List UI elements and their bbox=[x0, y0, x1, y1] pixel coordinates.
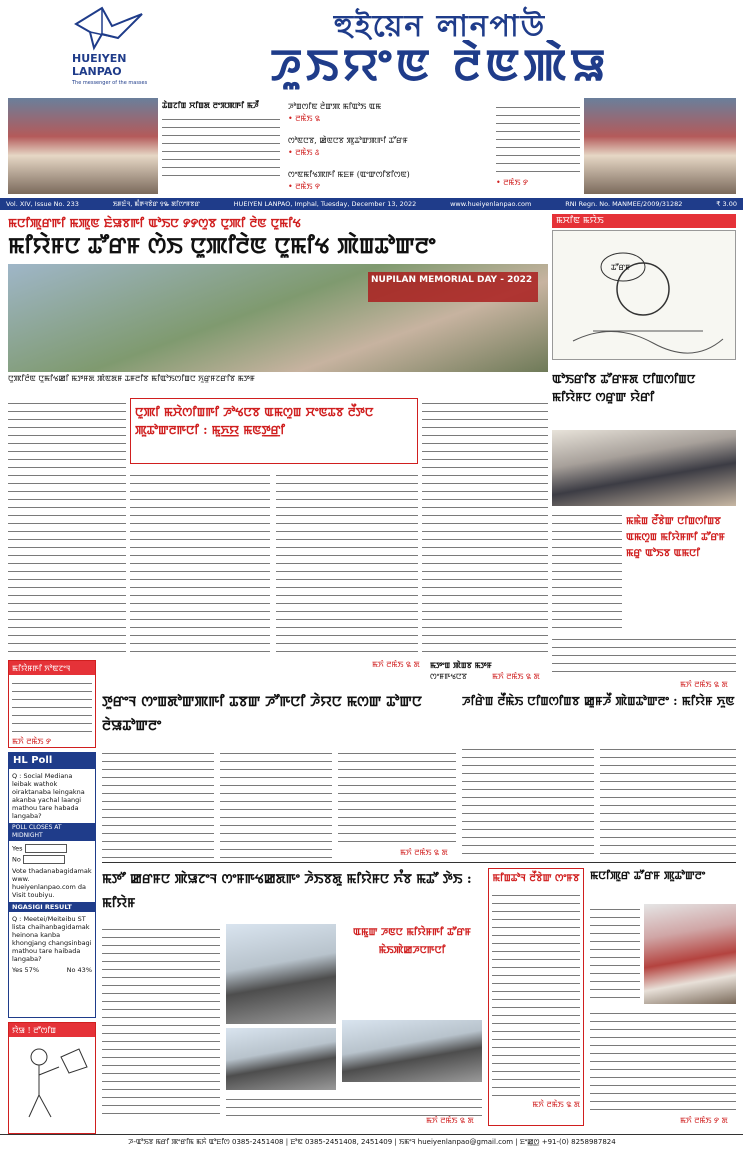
poll-vote-text[interactable]: Vote thadanabagidamak www. hueiyenlanpao.com da Visit toubiyu. bbox=[12, 867, 92, 899]
bottom-photo-statue1[interactable] bbox=[226, 924, 336, 1024]
local-date: ꯏꯝꯐꯥꯜ, ꯃꯪꯒꯜꯕꯥꯔ ꯱꯳ ꯗꯤꯁꯦꯝꯕꯔ bbox=[112, 200, 200, 208]
middle-body-col3 bbox=[338, 748, 456, 848]
bottom-middle-headline[interactable]: ꯃꯤꯡꯊꯣꯜ ꯂꯩꯕꯥꯛ ꯁꯦꯝꯕ bbox=[492, 873, 580, 884]
rni-number: RNI Regn. No. MANMEE/2009/31282 bbox=[565, 200, 683, 208]
sidebar-box1 bbox=[8, 660, 96, 748]
teaser-center-1-page: • ꯂꯃꯥꯏ ꯲ bbox=[288, 114, 321, 123]
left-cartoon-title: ꯌꯥꯎ ! ꯂꯧꯁꯤꯡ bbox=[9, 1023, 95, 1037]
title-bengali: হুইয়েন লানপাউ bbox=[333, 9, 547, 40]
right-middle-col1 bbox=[462, 744, 594, 858]
poll-result-question: Q : Meetei/Meiteibu ST lista chaihanbagidamak heinona kanba khongjang changsinbagi mathou tare haibada langaba? bbox=[12, 915, 92, 963]
bottom-right-photo[interactable] bbox=[644, 904, 736, 1004]
teaser-right-page: • ꯂꯃꯥꯏ ꯸ bbox=[496, 178, 529, 187]
teaser-left-body bbox=[162, 114, 280, 176]
cartoon-drawing-icon bbox=[553, 231, 735, 357]
cartoon-body bbox=[552, 366, 736, 368]
poll-question: Q : Social Mediana leibak wathok oiraktanaba leingakna akanba yachal laangi mathou tare habada langaba? bbox=[12, 772, 85, 820]
lead-kicker: ꯃꯅꯤꯄꯨꯔꯒꯤ ꯃꯄꯨꯟ ꯐꯥꯎꯕꯒꯤ ꯑꯣꯏꯅ ꯸꯸ꯁꯨꯕ ꯅꯨꯄꯤ ꯂꯥꯟ ꯅꯨꯃꯤꯠ bbox=[8, 216, 301, 230]
footer-text: ꯍ-ꯑꯣꯏꯕ ꯃꯔꯤ ꯄꯦꯔꯤꯃ ꯃꯈꯥ ꯑꯣꯐꯤꯁ 0385-2451408 | ꯐꯣꯟ 0385-2451408, 2451409 | ꯏꯃꯦꯜ hueiyenlanpao@gmail.com | ꯐꯦꯀ꯭ꯁ +91-(0) 8258987824 bbox=[128, 1138, 616, 1146]
teaser-center-1[interactable]: ꯍꯣꯡꯁꯤꯟ ꯂꯥꯛꯄ ꯃꯤꯑꯣꯏ ꯑꯃ • ꯂꯃꯥꯏ ꯲ bbox=[288, 102, 382, 123]
cartoon-label: ꯃꯆꯤꯟ ꯃꯌꯥꯏ bbox=[552, 214, 736, 228]
poll-options bbox=[9, 841, 95, 867]
teaser-center bbox=[288, 100, 488, 194]
editorial-block bbox=[8, 654, 96, 660]
bottom-right-body bbox=[590, 1008, 736, 1116]
bottom-middle-body bbox=[492, 890, 580, 1100]
bottom-left-col1 bbox=[102, 924, 220, 1120]
right-story-callout: ꯃꯃꯥꯡ ꯂꯩꯕꯥꯛ ꯅꯤꯡꯁꯤꯡꯕ ꯑꯃꯁꯨꯡ ꯃꯤꯌꯥꯝꯒꯤ ꯊꯧꯔꯝ ꯃꯔꯨ ꯑꯣꯏꯕ ꯑꯃꯅꯤ bbox=[626, 516, 725, 559]
bottom-left-headline[interactable]: ꯃꯇꯧ ꯀꯔꯝꯅ ꯄꯥꯎꯖꯦꯜ ꯁꯦꯝꯒꯠꯀꯗꯒꯦ ꯍꯥꯏꯕꯗꯨ ꯃꯤꯌꯥꯝꯅ ꯈꯪꯕ ꯃꯊꯧ ꯇꯥꯏ : ꯃꯤꯌꯥꯝ bbox=[102, 872, 472, 911]
bottom-right-more[interactable]: ꯃꯈꯥ ꯂꯃꯥꯏ ꯸ ꯗ bbox=[680, 1116, 728, 1125]
logo-text: HUEIYEN LANPAO bbox=[72, 52, 127, 78]
poll-result-yes: Yes 57% bbox=[12, 966, 40, 974]
bottom-middle-box bbox=[488, 868, 584, 1126]
cartoon-continue[interactable]: ꯃꯈꯥ ꯂꯃꯥꯏ ꯲ ꯗ bbox=[372, 660, 420, 669]
poll-result-values bbox=[9, 966, 95, 974]
poll-yes-option[interactable]: Yes bbox=[12, 844, 92, 853]
bottom-right-col-left bbox=[590, 904, 640, 1004]
poll-result-title: NGASIGI RESULT bbox=[9, 902, 95, 912]
sidebar-box1-more[interactable]: ꯃꯈꯥ ꯂꯃꯥꯏ ꯸ bbox=[12, 737, 52, 746]
middle-body-col1 bbox=[102, 748, 214, 858]
poll-title: HL Poll bbox=[9, 753, 95, 769]
lead-caption: ꯅꯨꯄꯤꯂꯥꯟ ꯅꯨꯃꯤꯠꯀꯤ ꯃꯇꯝꯗ ꯄꯥꯟꯗꯝ ꯊꯝꯂꯤꯕ ꯃꯤꯑꯣꯏꯁꯤꯡꯅ ꯈꯨꯔꯨꯝꯖꯔꯤꯕ ꯃꯇꯝ bbox=[8, 374, 255, 383]
middle-story-headline[interactable]: ꯇꯨꯔꯦꯜ ꯁꯦꯡꯗꯣꯛꯄꯒꯤ ꯊꯕꯛ ꯍꯧꯒꯅꯤ ꯍꯥꯌꯅ ꯃꯁꯛ ꯊꯣꯛꯅ ꯂꯥꯎꯊꯣꯛꯂꯦ bbox=[102, 694, 422, 734]
title-meetei: ꯍꯨꯏꯌꯦꯟ ꯂꯥꯟꯄꯥꯎ bbox=[270, 40, 610, 91]
price: ₹ 3.00 bbox=[716, 200, 737, 208]
bottom-left-col2 bbox=[226, 1094, 482, 1116]
bottom-middle-more[interactable]: ꯃꯈꯥ ꯂꯃꯥꯏ ꯲ ꯗ bbox=[532, 1100, 580, 1109]
lead-photo-banner: NUPILAN MEMORIAL DAY - 2022 bbox=[368, 272, 538, 302]
teaser-center-2[interactable]: ꯁꯣꯟꯅꯕ, ꯀꯥꯟꯅꯕ ꯄꯨꯊꯣꯛꯄꯒꯤ ꯊꯧꯔꯝ • ꯂꯃꯥꯏ ꯴ bbox=[288, 136, 408, 157]
teaser-photo-left[interactable] bbox=[8, 98, 158, 194]
right-middle-headline[interactable]: ꯍꯤꯔꯥꯡ ꯂꯩꯃꯥꯏ ꯅꯤꯡꯁꯤꯡꯕ ꯀꯨꯝꯍꯩ ꯄꯥꯡꯊꯣꯛꯂꯦ : ꯃꯤꯌꯥꯝ ꯈꯨꯟ bbox=[462, 694, 735, 708]
poll-yes-box[interactable] bbox=[25, 844, 67, 853]
poll-no-box[interactable] bbox=[23, 855, 65, 864]
website-link[interactable]: www.hueiyenlanpao.com bbox=[450, 200, 532, 208]
stick-figure-cartoon-icon bbox=[9, 1037, 95, 1129]
lead-body-col1 bbox=[8, 398, 126, 654]
section-divider bbox=[102, 862, 736, 863]
poll-result-no: No 43% bbox=[66, 966, 92, 974]
teaser-right-text[interactable] bbox=[496, 102, 580, 172]
editorial-title: ꯃꯇꯦꯡ ꯄꯥꯡꯕ ꯃꯇꯝ bbox=[430, 660, 492, 670]
bottom-right-headline[interactable]: ꯃꯅꯤꯄꯨꯔ ꯊꯧꯔꯝ ꯄꯨꯊꯣꯛꯂꯦ bbox=[590, 869, 706, 882]
footer-rule bbox=[0, 1134, 743, 1135]
right-story-more[interactable]: ꯃꯈꯥ ꯂꯃꯥꯏ ꯲ ꯗ bbox=[680, 680, 728, 689]
dateline-bar bbox=[0, 198, 743, 210]
bottom-left-callout: ꯑꯃꯨꯛ ꯍꯟꯅ ꯃꯤꯌꯥꯝꯒꯤ ꯊꯧꯔꯝ ꯃꯥꯏꯄꯥꯀꯍꯅꯒꯅꯤ bbox=[353, 927, 471, 956]
editorial-more[interactable]: ꯃꯈꯥ ꯂꯃꯥꯏ ꯲ ꯗ bbox=[492, 672, 540, 681]
inner-box bbox=[130, 398, 418, 464]
lead-body-col4 bbox=[422, 398, 548, 654]
teaser-center-2-page: • ꯂꯃꯥꯏ ꯴ bbox=[288, 148, 320, 157]
lead-photo[interactable] bbox=[8, 264, 548, 372]
teaser-text-left bbox=[162, 100, 280, 190]
sidebar-box1-title: ꯃꯤꯌꯥꯝꯒꯤ ꯈꯣꯟꯖꯦꯜ bbox=[9, 661, 95, 675]
poll-closes: POLL CLOSES AT MIDNIGHT bbox=[9, 823, 95, 841]
middle-body-col2 bbox=[220, 748, 332, 858]
middle-story-more[interactable]: ꯃꯈꯥ ꯂꯃꯥꯏ ꯲ ꯗ bbox=[400, 848, 448, 857]
right-story-body1 bbox=[552, 510, 622, 630]
hl-poll bbox=[8, 752, 96, 1018]
volume-issue: Vol. XIV, Issue No. 233 bbox=[6, 200, 79, 208]
right-story-photo[interactable] bbox=[552, 430, 736, 506]
logo-tagline: The messenger of the masses bbox=[72, 80, 148, 86]
cartoon-column bbox=[552, 214, 736, 364]
teaser-center-3-page: • ꯂꯃꯥꯏ ꯵ bbox=[288, 182, 320, 191]
teaser-photo-right[interactable] bbox=[584, 98, 736, 194]
logo-crane-icon bbox=[72, 4, 144, 52]
sidebar-box1-body bbox=[12, 678, 92, 734]
teaser-center-3[interactable]: ꯁꯦꯟꯃꯤꯠꯄꯒꯤ ꯃꯐꯝ (ꯑꯦꯛꯁꯤꯕꯤꯁꯟ) • ꯂꯃꯥꯏ ꯵ bbox=[288, 170, 410, 191]
lead-body-col3 bbox=[276, 470, 418, 654]
bottom-left-more[interactable]: ꯃꯈꯥ ꯂꯃꯥꯏ ꯲ ꯗ bbox=[426, 1116, 474, 1125]
lead-headline[interactable]: ꯃꯤꯌꯥꯝꯅ ꯊꯧꯔꯝ ꯁꯥꯏ ꯅꯨꯄꯤꯂꯥꯟ ꯅꯨꯃꯤꯠ ꯄꯥꯡꯊꯣꯛꯂꯦ bbox=[8, 233, 436, 259]
right-story-headline[interactable]: ꯑꯣꯏꯔꯤꯕ ꯊꯧꯔꯝꯗ ꯅꯤꯡꯁꯤꯡꯅ ꯃꯤꯌꯥꯝꯅ ꯁꯔꯨꯛ ꯌꯥꯔꯤ bbox=[552, 372, 696, 404]
masthead bbox=[0, 0, 743, 96]
english-dateline: HUEIYEN LANPAO, Imphal, Tuesday, December 13, 2022 bbox=[233, 200, 417, 208]
cartoon-image[interactable] bbox=[552, 230, 736, 360]
right-story-body2 bbox=[552, 634, 736, 678]
left-cartoon-box bbox=[8, 1022, 96, 1134]
lead-body-col2 bbox=[130, 470, 270, 654]
teaser-left-headline[interactable]: ꯊꯥꯡꯖꯤꯡ ꯆꯤꯡꯗ ꯂꯦꯞꯄꯒꯤ ꯃꯍꯩ bbox=[162, 100, 259, 110]
right-middle-col2 bbox=[600, 744, 736, 858]
bottom-photo-statue2[interactable] bbox=[226, 1028, 336, 1090]
cartoon-word: ꯊꯧꯔꯝ bbox=[611, 263, 631, 272]
inner-box-headline[interactable]: ꯅꯨꯄꯤ ꯃꯆꯥꯁꯤꯡꯒꯤ ꯍꯣꯠꯅꯕ ꯑꯃꯁꯨꯡ ꯆꯦꯟꯊꯕ ꯂꯩꯇꯅ ꯄꯨꯊꯣꯛꯂꯒꯅꯤ : ꯃꯨꯈ꯭ꯌ ꯃꯟꯇ꯭ꯔꯤ bbox=[135, 405, 374, 437]
editorial-body-hint: ꯁꯦꯝꯒꯠꯅꯕ bbox=[430, 672, 467, 681]
bottom-photo-statue3[interactable] bbox=[342, 1020, 482, 1082]
poll-no-option[interactable]: No bbox=[12, 855, 92, 864]
